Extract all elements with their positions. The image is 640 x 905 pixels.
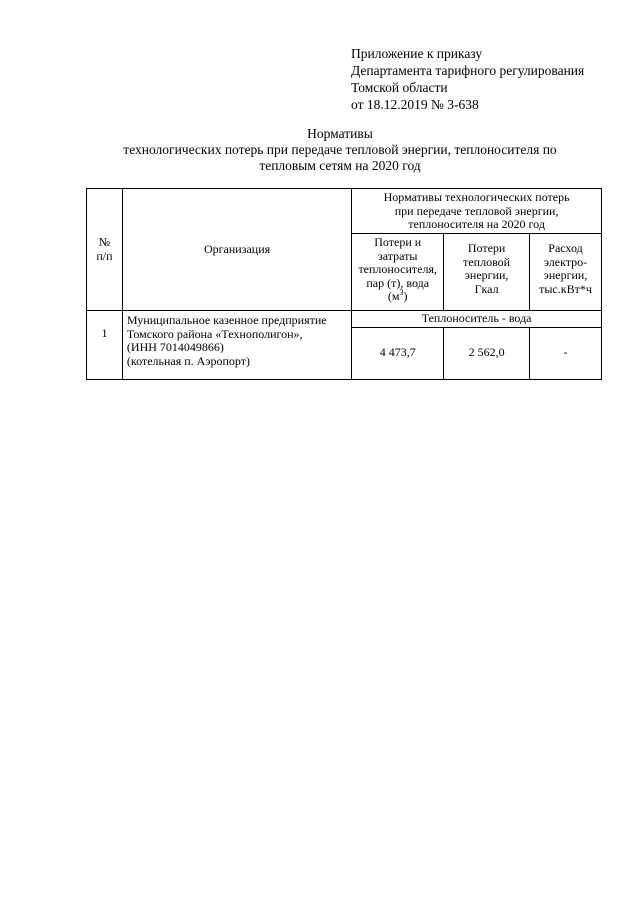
appendix-line: Томской области — [351, 80, 448, 95]
org-line: Муниципальное казенное предприятие — [126, 313, 327, 327]
appendix-line: Департамента тарифного регулирования — [351, 63, 585, 78]
table-header-row — [87, 189, 602, 234]
org-line: (котельная п. Аэропорт) — [126, 353, 251, 368]
unit-open: (м — [387, 289, 400, 303]
header-num-line: п/п — [96, 248, 113, 263]
row-num — [87, 311, 123, 380]
sub-line: Гкал — [474, 281, 499, 296]
appendix-line: Приложение к приказу — [351, 46, 483, 61]
title-line: технологических потерь при передаче тепловой энергии, теплоносителя по — [123, 142, 557, 157]
org-line: Томского района «Технополигон», — [126, 326, 303, 341]
title-line: тепловым сетям на 2020 год — [259, 158, 421, 173]
row-carrier: Теплоноситель - вода — [352, 311, 602, 328]
header-norms-group — [352, 189, 602, 234]
org-line: (ИНН 7014049866) — [126, 340, 224, 354]
header-num — [87, 189, 123, 311]
norms-table — [86, 188, 602, 380]
row-org — [122, 311, 351, 380]
appendix-line: от 18.12.2019 № 3-638 — [351, 97, 479, 112]
row-num-text: 1 — [101, 326, 108, 340]
sub-line: Потери — [467, 241, 506, 255]
sub-line: тыс.кВт*ч — [539, 281, 592, 296]
sub-line: пар (т), вода — [366, 275, 430, 290]
row-heat-value: 2 562,0 — [444, 327, 530, 379]
group-line: Нормативы технологических потерь — [383, 190, 570, 204]
sub-line: тепловой — [463, 254, 511, 269]
sub-line: Расход — [548, 241, 583, 255]
sub-line: затраты — [377, 248, 418, 263]
sub-line: энергии, — [464, 268, 509, 282]
title-heading: Нормативы — [307, 126, 373, 141]
unit-close: ) — [403, 289, 408, 303]
header-power — [530, 234, 602, 311]
sub-line: электро- — [543, 254, 588, 269]
sub-line: Потери и — [374, 235, 422, 249]
sub-line: теплоносителя, — [358, 262, 437, 276]
header-num-line: № — [98, 235, 111, 249]
document-title — [90, 126, 590, 174]
group-line: при передаче тепловой энергии, — [394, 203, 559, 218]
sub-line: энергии, — [543, 268, 588, 282]
appendix-block — [351, 45, 584, 113]
header-heat — [444, 234, 530, 311]
row-power-value: - — [530, 327, 602, 379]
sub-line-unit — [355, 290, 440, 304]
table-row — [87, 311, 602, 328]
header-loss — [352, 234, 444, 311]
unit-sup: 3 — [399, 288, 404, 297]
header-org: Организация — [122, 189, 351, 311]
group-line: теплоносителя на 2020 год — [408, 217, 545, 231]
row-loss-value: 4 473,7 — [352, 327, 444, 379]
